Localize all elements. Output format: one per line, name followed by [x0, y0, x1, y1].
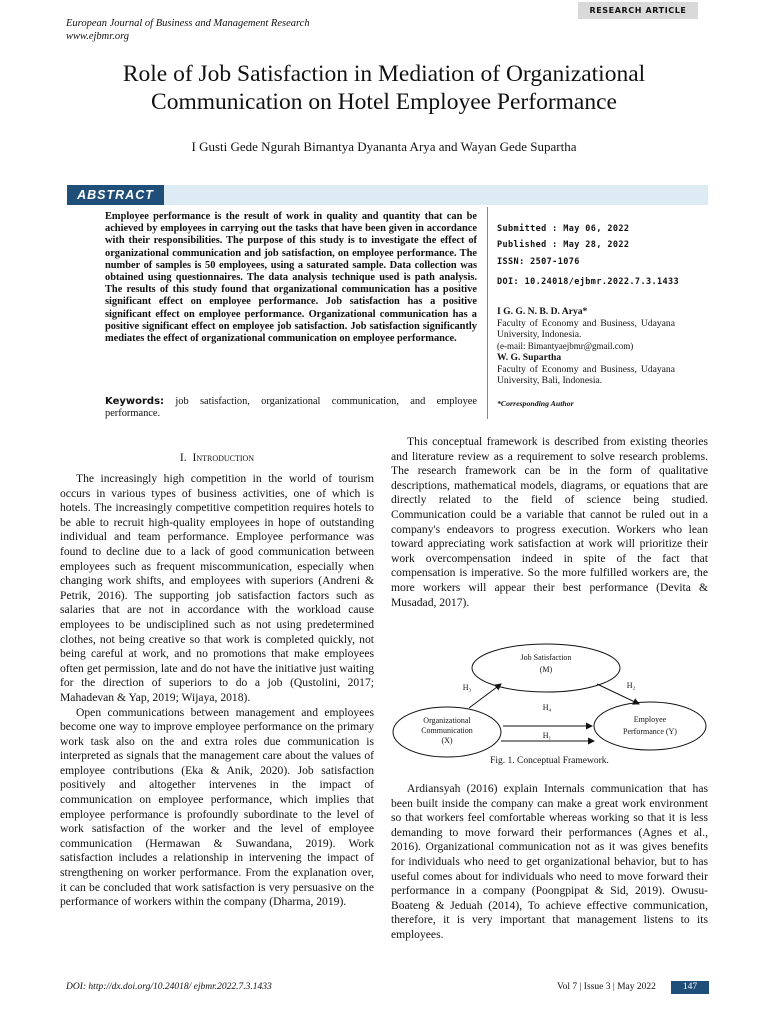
- footer-doi[interactable]: DOI: http://dx.doi.org/10.24018/ ejbmr.2022.7.3.1433: [66, 982, 272, 992]
- author-email[interactable]: (e-mail: Bimantyaejbmr@gmail.com): [497, 340, 634, 351]
- abstract-text: Employee performance is the result of work in quality and quantity that can be achieved by employees in carrying out the tasks that have been given in accordance with their responsibilities. The purpose of this study is to investigate the effect of organizational communication and job satisfaction, on employee performance. The number of samples is 50 employees, using a saturated sample. Data collection was obtained using questionnaires. The data analysis technique used is path analysis. The results of this study found that organizational communication has a positive significant effect on employee performance. Job satisfaction has a positive significant effect on employee performance. Organizational communication has a positive significant effect on employee job satisfaction. Job satisfaction significantly mediates the effect of organizational communication on employee performance.: [105, 211, 477, 345]
- journal-header: [66, 17, 310, 43]
- right-column-bottom: [391, 782, 708, 943]
- keywords: [105, 396, 477, 421]
- abstract-label: ABSTRACT: [67, 185, 164, 205]
- keywords-text: job satisfaction, organizational communication, and employee performance.: [105, 396, 477, 420]
- article-doi: DOI: 10.24018/ejbmr.2022.7.3.1433: [497, 277, 680, 287]
- affiliation-2: Faculty of Economy and Business, Udayana University, Bali, Indonesia.: [497, 363, 675, 386]
- article-type-badge: RESEARCH ARTICLE: [578, 2, 698, 19]
- title-line-1: Role of Job Satisfaction in Mediation of Organizational: [122, 61, 646, 87]
- org-comm-label-1: Organizational: [423, 716, 471, 725]
- title-line-2: Communication on Hotel Employee Performance: [151, 89, 617, 115]
- right-column-top: [391, 435, 708, 610]
- page-number: 147: [671, 981, 709, 994]
- paragraph: This conceptual framework is described from existing theories and literature review as a requirement to solve research problems. The research framework can be in the form of qualitative descriptions, mathematical models, diagrams, or equations that are directly related to the field of science being studied. Communication could be a variable that cannot be ruled out in a company's endeavors to progress execution. Workers who lean toward appreciating work satisfaction at work will prioritize their work overcompensation indeed in spite of the fact that compensation is imperative. So the more fulfilled workers are, the more workers will appear their best performance (Devita & Musadad, 2017).: [391, 435, 708, 609]
- section-number: I.: [179, 451, 187, 464]
- author-2: W. G. Supartha: [497, 352, 562, 363]
- employee-performance-node: [594, 702, 706, 750]
- job-satisfaction-label: Job Satisfaction: [520, 653, 572, 662]
- article-title: [40, 60, 728, 116]
- footer-volume: Vol 7 | Issue 3 | May 2022: [557, 982, 656, 992]
- journal-site: www.ejbmr.org: [66, 31, 130, 42]
- paragraph: The increasingly high competition in the world of tourism occurs in various types of business activities, one of which is hotels. The increasingly competitive competition requires hotels to be able to recruit high-quality employees in hope of outstanding individual and team performance. Employee performance was found to decline due to a lack of good communication between employees such as frequent miscommunication, especially when changing work shifts, and employees with superiors (Andreni & Petrik, 2016). The supporting job satisfaction factors such as salaries that are not in accordance with the workload cause employees to be undisciplined such as not using predetermined clothes, not being creative so that work is completed quickly, not being careful at work, and no promotions that make employees often get permission, late and do not have the initiative just waiting for the direction of superiors to do a job (Qustolini, 2017; Mahadevan & Yap, 2019; Wijaya, 2018).: [60, 472, 374, 704]
- affiliation-1: Faculty of Economy and Business, Udayana University, Indonesia.: [497, 317, 675, 340]
- keywords-label: Keywords:: [105, 396, 165, 407]
- arrow-h3: [469, 684, 501, 708]
- conceptual-framework-diagram: [391, 640, 708, 772]
- submitted-date: Submitted : May 06, 2022: [497, 224, 630, 234]
- journal-name: European Journal of Business and Management Research: [66, 18, 310, 29]
- affiliation-block: [497, 306, 675, 387]
- employee-performance-label-2: Performance (Y): [623, 727, 677, 736]
- h3-label: H₃: [462, 683, 472, 692]
- info-divider: [487, 207, 488, 419]
- section-title: Introduction: [192, 451, 255, 464]
- employee-performance-label-1: Employee: [633, 715, 667, 724]
- issn: ISSN: 2507-1076: [497, 257, 580, 267]
- h1-label: H₁: [542, 731, 552, 740]
- section-heading: [60, 451, 374, 464]
- paragraph: Open communications between management and employees become one way to improve employee performance on the primary work task also on the and extra roles due communication is interpreted as signals that the management care about the values of employee contributions (Eka & Anik, 2020). Job satisfaction positively and altogether intervenes in the impact of communication on employee performance, which implies that employee performance is profoundly subordinate to the level of work satisfaction of the worker and the level of employee communication (Hermawan & Suwandana, 2019). Work satisfaction includes a relationship in intervening the impact of strengthening on worker performance. From the explanation over, it can be concluded that work satisfaction is very persuasive on the performance of workers within the company (Dharma, 2019).: [60, 705, 374, 909]
- authors: I Gusti Gede Ngurah Bimantya Dyananta Arya and Wayan Gede Supartha: [191, 139, 577, 154]
- paragraph: Ardiansyah (2016) explain Internals communication that has been built inside the company can make a great work environment so that workers feel comfortable whereas working so that it is less demanding to move forward their performances (Agnes et al., 2016). Organizational communication not as it was gives benefits for individuals who need to get organizational behavior, but to has useful comes about for individuals who need to move forward their performance in a company (Poongpipat & Sid, 2019). Owusu-Boateng & Jeduah (2014), To achieve effective communication, therefore, it is very important that management listens to its employees.: [391, 782, 708, 941]
- published-date: Published : May 28, 2022: [497, 240, 630, 250]
- figure-caption: Fig. 1. Conceptual Framework.: [490, 756, 609, 766]
- h2-label: H₂: [626, 681, 636, 690]
- org-comm-label-2: Communication: [421, 726, 473, 735]
- corresponding-note: *Corresponding Author: [497, 399, 574, 408]
- job-satisfaction-code: (M): [539, 665, 553, 674]
- h4-label: H₄: [542, 703, 552, 712]
- org-comm-label-3: (X): [441, 736, 453, 745]
- author-1: I G. G. N. B. D. Arya*: [497, 306, 588, 317]
- left-column: [60, 472, 374, 910]
